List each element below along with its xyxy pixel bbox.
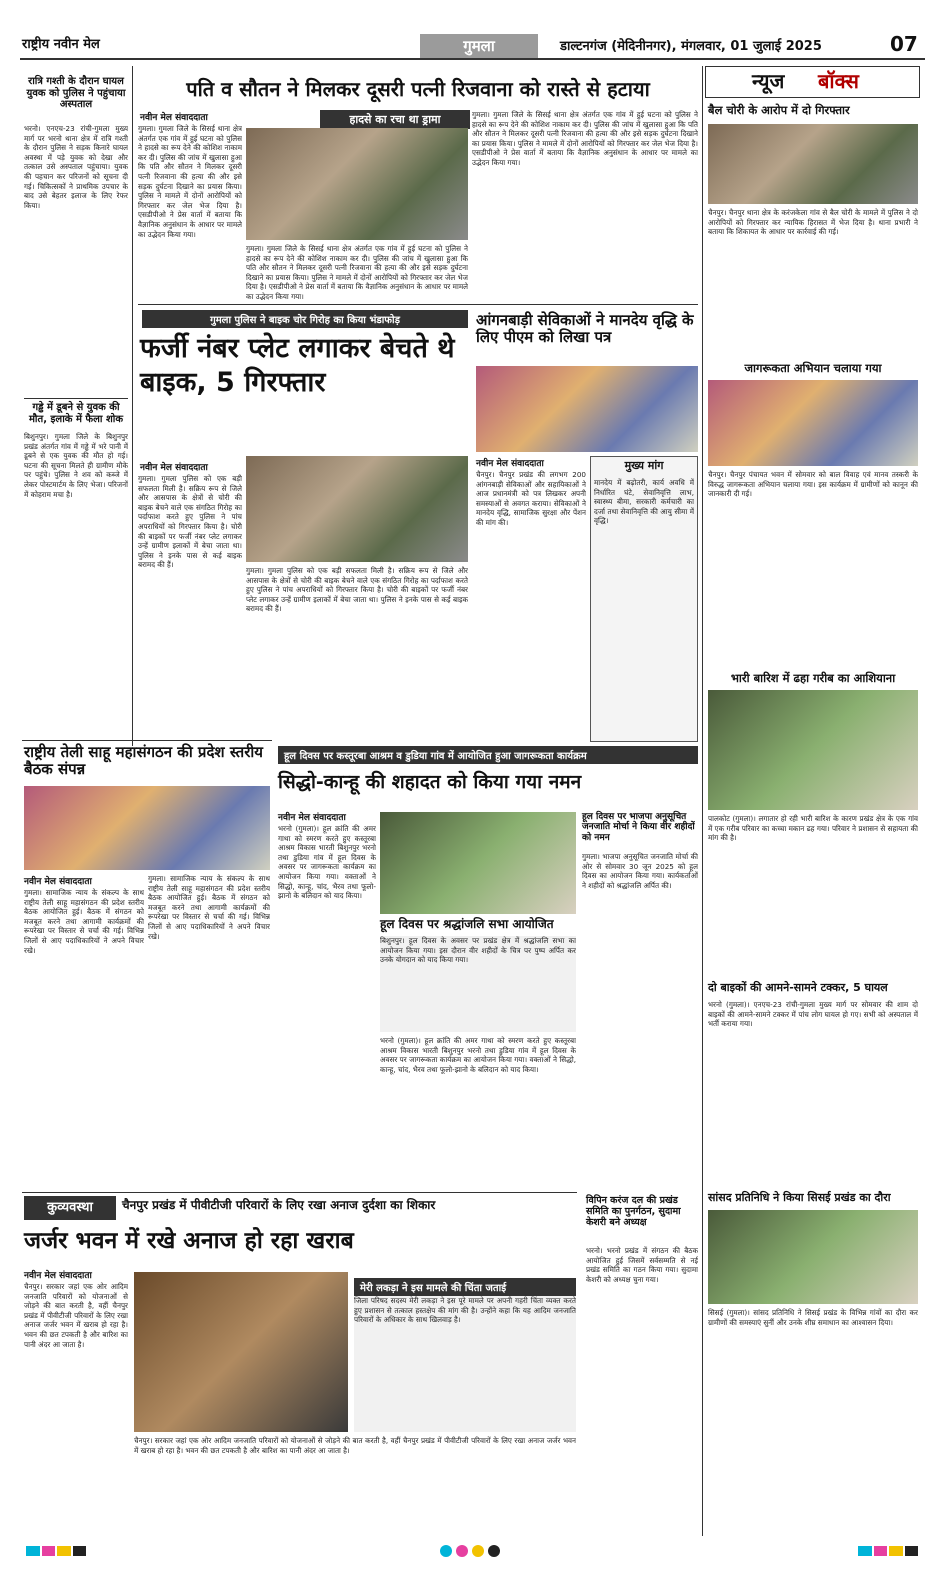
divider: [138, 304, 698, 305]
grain-quote: जिला परिषद सदस्य मेरी लकड़ा ने इस पूरे मामले पर अपनी गहरी चिंता व्यक्त करते हुए प्रशासन से तत्काल हस्तक्षेप की मांग की है। उन्होंने कहा कि यह आदिम जनजाति परिवारों के अधिकार के साथ खिलवाड़ है।: [354, 1296, 576, 1432]
column-rule: [702, 66, 703, 1536]
demands-list: मानदेय में बढ़ोतरी, कार्य अवधि में निर्धारित घंटे, सेवानिवृत्ति लाभ, स्वास्थ्य बीमा, सरकारी कर्मचारी का दर्जा तथा सेवानिवृत्ति की आयु सीमा में वृद्धि।: [594, 478, 694, 526]
demands-title: मुख्य मांग: [624, 459, 664, 472]
news-1-headline: बैल चोरी के आरोप में दो गिरफ्तार: [708, 103, 850, 117]
hul-body-2: भरनो (गुमला)। हूल क्रांति की अमर गाथा को स्मरण करते हुए कस्तूरबा आश्रम विकास भारती बिशुनपुर भरनो तथा डुडिया गांव में हूल दिवस के अवसर पर जागरूकता कार्यक्रम का आयोजन किया गया। वक्ताओं ने सिद्धो, कान्हू, चांद, भैरव तथा फूलो-झानो के बलिदान को याद किया।: [380, 1036, 576, 1074]
page-number: 07: [890, 32, 918, 56]
yellow-swatch: [57, 1546, 71, 1556]
mp-representative-visit-photo: [708, 1210, 918, 1304]
grain-body-1: चैनपुर। सरकार जहां एक ओर आदिम जनजाति परिवारों को योजनाओं से जोड़ने की बात करती है, वहीं चैनपुर प्रखंड में पीवीटीजी परिवारों के लिए रखा अनाज जर्जर भवन में खराब हो रहा है। भवन की छत टपकती है और बारिश का पानी अंदर आ जाता है।: [24, 1282, 128, 1349]
dilapidated-building-photo: [134, 1272, 348, 1432]
grain-quote-headline: मेरी लकड़ा ने इस मामले की चिंता जताई: [354, 1278, 576, 1296]
yellow-swatch: [889, 1546, 903, 1556]
news-4-body: भरनो (गुमला)। एनएच-23 रांची-गुमला मुख्य मार्ग पर सोमवार की शाम दो बाइकों की आमने-सामने टक्कर में पांच लोग घायल हो गए। सभी को अस्पताल में भर्ती कराया गया।: [708, 1000, 918, 1029]
black-swatch: [905, 1546, 919, 1556]
top-story-body-1: गुमला। गुमला जिले के सिसई थाना क्षेत्र अंतर्गत एक गांव में हुई घटना को पुलिस ने हादसे का रूप देने की कोशिश नाकाम कर दी। पुलिस की जांच में खुलासा हुआ कि पति और सौतन ने मिलकर दूसरी पत्नी रिजवाना की हत्या की और इसे सड़क दुर्घटना दिखाने का प्रयास किया। पुलिस ने मामले में दोनों आरोपियों को गिरफ्तार कर जेल भेज दिया है। एसडीपीओ ने प्रेस वार्ता में बताया कि वैज्ञानिक अनुसंधान के आधार पर मामले का उद्भेदन किया गया।: [138, 124, 242, 239]
news-1-body: चैनपुर। चैनपुर थाना क्षेत्र के करंजकेला गांव से बैल चोरी के मामले में पुलिस ने दो आरोपियों को गिरफ्तार कर न्यायिक हिरासत में भेज दिया है। थाना प्रभारी ने बताया कि शिकायत के आधार पर कार्रवाई की गई।: [708, 208, 918, 237]
left-body-2: बिशुनपुर। गुमला जिले के बिशुनपुर प्रखंड अंतर्गत गांव में गड्ढे में भरे पानी में डूबने से एक युवक की मौत हो गई। घटना की सूचना मिलते ही ग्रामीण मौके पर पहुंचे। पुलिस ने शव को कब्जे में लेकर पोस्टमार्टम के लिए भेजा। परिजनों में कोहराम मचा है।: [24, 432, 128, 499]
bike-story-headline: फर्जी नंबर प्लेट लगाकर बेचते थे बाइक, 5 गिरफ्तार: [140, 333, 455, 398]
hul-headline: सिद्धो-कान्हू की शहादत को किया गया नमन: [278, 771, 582, 793]
anganbadi-body: चैनपुर। चैनपुर प्रखंड की लगभग 200 आंगनबाड़ी सेविकाओं और सहायिकाओं ने आज प्रधानमंत्री को पत्र लिखकर अपनी समस्याओं से अवगत कराया। सेविकाओं ने मानदेय वृद्धि, सामाजिक सुरक्षा और पेंशन की मांग की।: [476, 470, 586, 527]
anganbadi-headline: आंगनबाड़ी सेविकाओं ने मानदेय वृद्धि के लिए पीएम को लिखा पत्र: [476, 311, 694, 347]
bike-story-byline: नवीन मेल संवाददाता: [140, 463, 208, 473]
awareness-campaign-photo: [708, 380, 918, 466]
yellow-dot: [472, 1545, 484, 1557]
column-rule: [132, 66, 133, 746]
grain-body-2: चैनपुर। सरकार जहां एक ओर आदिम जनजाति परिवारों को योजनाओं से जोड़ने की बात करती है, वहीं चैनपुर प्रखंड में पीवीटीजी परिवारों के लिए रखा अनाज जर्जर भवन में खराब हो रहा है। भवन की छत टपकती है और बारिश का पानी अंदर आ जाता है।: [134, 1436, 576, 1455]
news-box-title-a: न्यूज: [752, 69, 785, 93]
teli-byline: नवीन मेल संवाददाता: [24, 877, 92, 887]
top-story-body-3: गुमला। गुमला जिले के सिसई थाना क्षेत्र अंतर्गत एक गांव में हुई घटना को पुलिस ने हादसे का रूप देने की कोशिश नाकाम कर दी। पुलिस की जांच में खुलासा हुआ कि पति और सौतन ने मिलकर दूसरी पत्नी रिजवाना की हत्या की और इसे सड़क दुर्घटना दिखाने का प्रयास किया। पुलिस ने मामले में दोनों आरोपियों को गिरफ्तार कर जेल भेज दिया है। एसडीपीओ ने प्रेस वार्ता में बताया कि वैज्ञानिक अनुसंधान के आधार पर मामले का उद्भेदन किया गया।: [472, 110, 698, 167]
dateline: डाल्टनगंज (मेदिनीनगर), मंगलवार, 01 जुलाई 2025: [560, 39, 822, 54]
left-headline-1: रात्रि गश्ती के दौरान घायल युवक को पुलिस ने पहुंचाया अस्पताल: [26, 76, 126, 110]
grain-kicker: कुव्यवस्था: [24, 1196, 116, 1220]
news-box-header: [705, 66, 920, 98]
vipin-headline: विपिन करंज दल की प्रखंड समिति का पुनर्गठन, सुदामा केशरी बने अध्यक्ष: [586, 1195, 681, 1228]
grain-headline: जर्जर भवन में रखे अनाज हो रहा खराब: [24, 1228, 354, 1254]
news-5-body: सिसई (गुमला)। सांसद प्रतिनिधि ने सिसई प्रखंड के विभिन्न गांवों का दौरा कर ग्रामीणों की समस्याएं सुनीं और उनके शीघ्र समाधान का आश्वासन दिया।: [708, 1308, 918, 1327]
teli-body-2: गुमला। सामाजिक न्याय के संकल्प के साथ राष्ट्रीय तेली साहू महासंगठन की प्रदेश स्तरीय बैठक आयोजित हुई। बैठक में संगठन को मजबूत करने तथा आगामी कार्यक्रमों की रूपरेखा पर विस्तार से चर्चा की गई। विभिन्न जिलों से आए पदाधिकारियों ने अपने विचार रखे।: [148, 874, 270, 941]
collapsed-house-photo: [708, 690, 918, 810]
teli-headline: राष्ट्रीय तेली साहू महासंगठन की प्रदेश स्तरीय बैठक संपन्न: [24, 743, 263, 779]
bike-story-body-2: गुमला। गुमला पुलिस को एक बड़ी सफलता मिली है। सक्रिय रूप से जिले और आसपास के क्षेत्रों से चोरी की बाइक बेचने वाले एक संगठित गिरोह का पर्दाफाश करते हुए पुलिस ने पांच अपराधियों को गिरफ्तार किया है। चोरी की बाइकों पर फर्जी नंबर प्लेट लगाकर उन्हें ग्रामीण इलाकों में बेचा जाता था। पुलिस ने इनके पास से कई बाइक बरामद की हैं।: [246, 566, 468, 614]
teli-body-1: गुमला। सामाजिक न्याय के संकल्प के साथ राष्ट्रीय तेली साहू महासंगठन की प्रदेश स्तरीय बैठक आयोजित हुई। बैठक में संगठन को मजबूत करने तथा आगामी कार्यक्रमों की रूपरेखा पर विस्तार से चर्चा की गई। विभिन्न जिलों से आए पदाधिकारियों ने अपने विचार रखे।: [24, 888, 144, 955]
anganbadi-byline: नवीन मेल संवाददाता: [476, 459, 544, 469]
registration-dots: [440, 1545, 500, 1557]
news-box-title-b: बॉक्स: [818, 69, 859, 93]
section-label: गुमला: [420, 34, 538, 58]
cyan-dot: [440, 1545, 452, 1557]
news-2-body: चैनपुर। चैनपुर पंचायत भवन में सोमवार को बाल विवाह एवं मानव तस्करी के विरुद्ध जागरूकता अभियान चलाया गया। इस कार्यक्रम में ग्रामीणों को कानून की जानकारी दी गई।: [708, 470, 918, 499]
hul-side-headline: हूल दिवस पर भाजपा अनुसूचित जनजाति मोर्चा ने किया वीर शहीदों को नमन: [582, 812, 695, 843]
grain-strap: चैनपुर प्रखंड में पीवीटीजी परिवारों के लिए रखा अनाज दुर्दशा का शिकार: [122, 1198, 436, 1212]
arrested-accused-photo: [246, 456, 468, 562]
top-story-byline: नवीन मेल संवाददाता: [140, 113, 208, 123]
police-press-photo: [246, 128, 468, 240]
top-story-strap: हादसे का रचा था ड्रामा: [320, 110, 470, 129]
divider: [24, 398, 128, 399]
bike-story-kicker: गुमला पुलिस ने बाइक चोर गिरोह का किया भंडाफोड़: [142, 310, 468, 328]
hul-body-1: भरनो (गुमला)। हूल क्रांति की अमर गाथा को स्मरण करते हुए कस्तूरबा आश्रम विकास भारती बिशुनपुर भरनो तथा डुडिया गांव में हूल दिवस के अवसर पर जागरूकता कार्यक्रम का आयोजन किया गया। वक्ताओं ने सिद्धो, कान्हू, चांद, भैरव तथा फूलो-झानो के बलिदान को याद किया।: [278, 824, 376, 901]
hul-kicker: हूल दिवस पर कस्तूरबा आश्रम व डुडिया गांव में आयोजित हुआ जागरूकता कार्यक्रम: [278, 746, 698, 764]
left-body-1: भरनो। एनएच-23 रांची-गुमला मुख्य मार्ग पर भरनो थाना क्षेत्र में रात्रि गश्ती के दौरान पुलिस ने सड़क किनारे घायल अवस्था में पड़े युवक को देखा और तत्काल उसे अस्पताल पहुंचाया। युवक की पहचान कर परिजनों को सूचना दी गई। चिकित्सकों ने प्राथमिक उपचार के बाद उसे बेहतर इलाज के लिए रेफर किया।: [24, 124, 128, 210]
color-bar-left: [26, 1546, 86, 1556]
magenta-swatch: [42, 1546, 56, 1556]
top-story-body-2: गुमला। गुमला जिले के सिसई थाना क्षेत्र अंतर्गत एक गांव में हुई घटना को पुलिस ने हादसे का रूप देने की कोशिश नाकाम कर दी। पुलिस की जांच में खुलासा हुआ कि पति और सौतन ने मिलकर दूसरी पत्नी रिजवाना की हत्या की और इसे सड़क दुर्घटना दिखाने का प्रयास किया। पुलिस ने मामले में दोनों आरोपियों को गिरफ्तार कर जेल भेज दिया है। एसडीपीओ ने प्रेस वार्ता में बताया कि वैज्ञानिक अनुसंधान के आधार पर मामले का उद्भेदन किया गया।: [246, 244, 468, 300]
vipin-body: भरनो। भरनो प्रखंड में संगठन की बैठक आयोजित हुई जिसमें सर्वसम्मति से नई प्रखंड समिति का गठन किया गया। सुदामा केशरी को अध्यक्ष चुना गया।: [586, 1246, 698, 1284]
divider: [22, 740, 272, 741]
news-2-headline: जागरूकता अभियान चलाया गया: [744, 361, 882, 375]
hul-sub-headline: हूल दिवस पर श्रद्धांजलि सभा आयोजित: [380, 917, 554, 931]
cyan-swatch: [26, 1546, 40, 1556]
hul-sub-body: बिशुनपुर। हूल दिवस के अवसर पर प्रखंड क्षेत्र में श्रद्धांजलि सभा का आयोजन किया गया। इस दौरान वीर शहीदों के चित्र पर पुष्प अर्पित कर उनके योगदान को याद किया गया।: [380, 936, 576, 1032]
black-swatch: [73, 1546, 87, 1556]
news-3-headline: भारी बारिश में ढहा गरीब का आशियाना: [730, 671, 896, 685]
black-dot: [488, 1545, 500, 1557]
top-story-headline: पति व सौतन ने मिलकर दूसरी पत्नी रिजवाना को रास्ते से हटाया: [186, 77, 650, 101]
divider: [22, 1192, 577, 1193]
news-4-headline: दो बाइकों की आमने-सामने टक्कर, 5 घायल: [708, 981, 888, 994]
hul-byline: नवीन मेल संवाददाता: [278, 813, 346, 823]
bike-story-body-1: गुमला। गुमला पुलिस को एक बड़ी सफलता मिली है। सक्रिय रूप से जिले और आसपास के क्षेत्रों से चोरी की बाइक बेचने वाले एक संगठित गिरोह का पर्दाफाश करते हुए पुलिस ने पांच अपराधियों को गिरफ्तार किया है। चोरी की बाइकों पर फर्जी नंबर प्लेट लगाकर उन्हें ग्रामीण इलाकों में बेचा जाता था। पुलिस ने इनके पास से कई बाइक बरामद की हैं।: [138, 474, 242, 570]
cyan-swatch: [858, 1546, 872, 1556]
news-3-body: पालकोट (गुमला)। लगातार हो रही भारी बारिश के कारण प्रखंड क्षेत्र के एक गांव में एक गरीब परिवार का कच्चा मकान ढह गया। परिवार ने प्रशासन से सहायता की मांग की है।: [708, 814, 918, 843]
left-headline-2: गड्ढे में डूबने से युवक की मौत, इलाके में फैला शोक: [28, 402, 124, 425]
magenta-dot: [456, 1545, 468, 1557]
anganbadi-workers-photo: [476, 366, 698, 452]
cattle-theft-accused-photo: [708, 124, 918, 204]
hul-event-photo: [380, 812, 576, 914]
magenta-swatch: [874, 1546, 888, 1556]
hul-side-body: गुमला। भाजपा अनुसूचित जनजाति मोर्चा की ओर से सोमवार 30 जून 2025 को हूल दिवस का आयोजन किया गया। कार्यकर्ताओं ने शहीदों को श्रद्धांजलि अर्पित की।: [582, 852, 698, 890]
paper-name: राष्ट्रीय नवीन मेल: [22, 37, 100, 52]
teli-meeting-photo: [24, 786, 270, 870]
news-5-headline: सांसद प्रतिनिधि ने किया सिसई प्रखंड का दौरा: [708, 1191, 891, 1204]
grain-byline: नवीन मेल संवाददाता: [24, 1271, 92, 1281]
color-bar-right: [858, 1546, 918, 1556]
